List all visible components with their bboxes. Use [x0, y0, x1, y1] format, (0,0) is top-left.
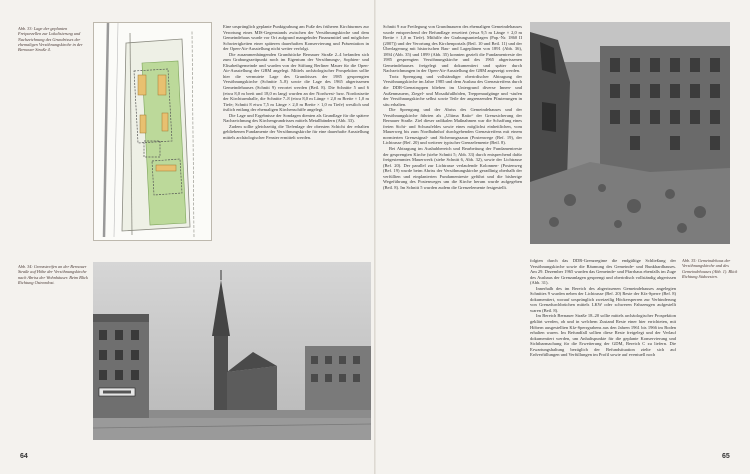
paragraph: Trotz Sprengung und vollständiger oberirdischer Abtragung der Versöhnungskirche im Jahre 1985 und dem Ausbau des Grenzstreifens durch die DDR-Grenztruppen blieben im Untergrund diverse Innen- und Außenmauern, Ziegel- und Mosaikfußböden, Treppenaufgänge und -stufen der Versöhnungskirche selbst sowie Teile der angrenzenden Pfasterungen in situ erhalten.: [383, 73, 522, 107]
paragraph: Zudem sollte gleichzeitig die Tiefenlage der obersten Schicht der erhalten gebliebenen Fundamente der Versöhnungskirche für eine dauerhafte Ausstellung mittels archäologischer Fenster ermittelt werden.: [223, 123, 369, 140]
page-number-left: 64: [20, 453, 28, 460]
paragraph: Bei Abtragung im Aushubbereich und Bearbeitung der Fundamentreste der gesprengten Kirche (siehe Schnitt 5; Abb. 33) durch entsprechend dafür freigestemmtes Mauerwerk (siehe Schnitt 6, Abb. 32), sowie der Lichtrasse (Bef. 20). Der parallel zur Lichtrasse verlaufende Kolonnen- (Postenweg (Bef. 19) wurde beim Abriss der Versöhnungskirche geradlinig oberhalb der verfüllten und einplanierten Fundamentreste geführt und die bisherige Wegeführung des Postenweges um die Kirche herum wurde aufgegeben (Beil. 8). Im Schnitt 5 wurden zudem die Grenzelemente festgestellt.: [383, 146, 522, 190]
figure-caption-35: Abb. 35: Gemeindehaus der Versöhnungskirche und des Gemeindehauses (Abb. 1). Blick Richtung Südwesten.: [682, 258, 738, 279]
paragraph: Schnitt 9 zur Freilegung von Grundmauern des ehemaligen Gemeindehauses wurde entsprechend der Befundlage erweitert (etwa 9,5 m Länge × 2,0 m Breite × 1,0 m Tiefe). Mithilfe der Grabungsunterlagen (Pap.-Nr. 1860 II (2007)) und der Verortung des Kirchenportals (Beil. 10 und Beil. 11) und der Überlagerung mit historischen Bau- und Lageplänen von 1891 (Abb. 36), 1894 (Abb. 35) und 1899 (Abb. 35) konnten gezielt die Fundamentreste der 1985 gesprengten Versöhnungskirche und des 1965 abgerissenen Gemeindehauses freigelegt und dokumentiert und später durch Nachzeichnungen in der Open-Air-Ausstellung der GBM angezeigt werden.: [383, 24, 522, 74]
paragraph: Die zusammenhängenden Grundstücke Bernauer Straße 2–4 befanden sich zum Grabungszeitpunkt noch im Eigentum der Versöhnungs-, Sophien- und Elisabethgemeinde und wurden von der Stiftung Berliner Mauer für die Open-Air-Ausstellung der GBM angelegt. Mittels archäologischer Prospektion sollte hier die vermutete Lage des Grundrisses der 1985 gesprengten Versöhnungskirche (Schnitte 5–8) sowie die Lage des 1965 abgerissenen Gemeindehauses (Schnitt 9) verortet werden (Beil. 8). Die Schnitte 5 und 6 (etwa 8,0 m breit und 18,0 m lang) wurden an der Nordwest- bzw. Nordostseite der Kirchturmhalle, die Schnitte 7–8 (etwa 8,0 m Länge × 2,0 m Breite × 1,0 m Tiefe; Schnitt 8 etwa 7,5 m Länge × 2,0 m Breite × 1,0 m Tiefe) westlich und östlich entlang der ehemaligen Kirchenschiffe angelegt.: [223, 51, 369, 113]
page-number-right: 65: [722, 453, 730, 460]
paragraph: Im Bereich Bernauer Straße 18–20 sollte mittels archäologischer Prospektion geklärt werden, ob und in welchem Zustand Reste einer hier errichteten, mit Höbern ausgestellten Kfz-Sperrgrabens aus den Jahren 1961 bis 1966 im Boden erhalten waren. Im Befundfall sollten diese Reste freigelegt und der Verlauf dokumentiert werden, um Anhaltspunkte für die geplante Konservierung und Sichtbarmachung für die Erweiterung der GDM, Bereich C zu liefern. Die Erwartungshaltung bezüglich der Befundsituation zielte sich auf Erdverfüllungen und Verfüllungen im Profil sowie auf eventuell noch: [530, 313, 676, 358]
paragraph: Eine ursprünglich geplante Punktgrabung am Fuße des früheren Kirchturmes zur Verortung eines MIS-Gegenstands zwischen der Versöhnungskirche und dem Gemeindehaus wurde vor Ort aufgrund mangelnder Finanzmittel und möglicher Schwierigkeiten einer späteren dauerhaften Konservierung und Präsentation in der Open-Air-Ausstellung nicht weiter verfolgt.: [223, 24, 369, 52]
figure-caption-34: Abb. 34: Grenzstreifen an der Bernauer Straße auf Höhe der Versöhnungskirche nach Abriss der Wohnhäuser. Beim Blick Richtung Ostnordost.: [18, 264, 88, 285]
paragraph: folgten durch das DDR-Grenzregime die endgültige Schließung der Versöhnungskirche sowie die Räumung des Gemeinde- und Bunkhardhauses. Am 29. Dezember 1965 wurden das Gemeinde- und Pfarrhaus ebenfalls im Zuge des Ausbaus der Grenzanlagen gesprengt und oberirdisch vollständig abgerissen (Abb. 31).: [530, 258, 676, 286]
site-plan-drawing: [94, 23, 211, 240]
paragraph: Die Lage und Ergebnisse der Sondagen dienten als Grundlage für die spätere Nachzeichnung des Kirchengrundrisses mittels Metallbändern (Abb. 33).: [223, 112, 369, 124]
paragraph: Innerhalb des im Bereich des abgerissenen Gemeindehauses angelegten Schnittes 9 wurden neben der Lichtrasse (Bef. 20) Reste der Kfz-Sperre (Bef. 8) dokumentiert, worauf ursprünglich zweizeilig Höckersperren zur Verhinderung von Grenzdurchbrüchen mittels LKW oder schweren Fahrzeugen aufgestellt waren (Beil. 8).: [530, 285, 676, 313]
left-text-column: [223, 24, 369, 272]
site-plan-figure: [93, 22, 212, 241]
ruins-photo-figure: [530, 22, 730, 244]
street-photo: [93, 262, 371, 440]
book-gutter: [374, 0, 376, 474]
figure-caption-33: Abb. 33: Lage der geplanten Freiparzellen zur Lokalisierung und Nachzeichnung des Grundrisses der ehemaligen Versöhnungskirche in der Bernauer Straße 4.: [18, 26, 83, 53]
ruins-photo: [530, 22, 730, 244]
right-text-column-1: [383, 24, 522, 449]
street-photo-figure: [93, 262, 371, 440]
right-text-column-2: [530, 258, 676, 449]
paragraph: Die Sprengung und der Abriss des Gemeindehauses und der Versöhnungskirche führten als „Ultima Ratio“ der Grenzsicherung der Bernauer Straße. Ziel dieser radikalen Maßnahmen war die Schaffung eines freien Sicht- und Schussfeldes sowie eines möglichst einheitlichen, vom Mauerweg bis zum Nordbahnhof durchgehenden Grenzstreifens mit einem normierten Grenzsignal- und Sicherungszaun (Postenwege (Bef. 19), der Lichtrasse (Bef. 20) und weiterer typischer Grenzelemente (Beil. 8).: [383, 107, 522, 146]
